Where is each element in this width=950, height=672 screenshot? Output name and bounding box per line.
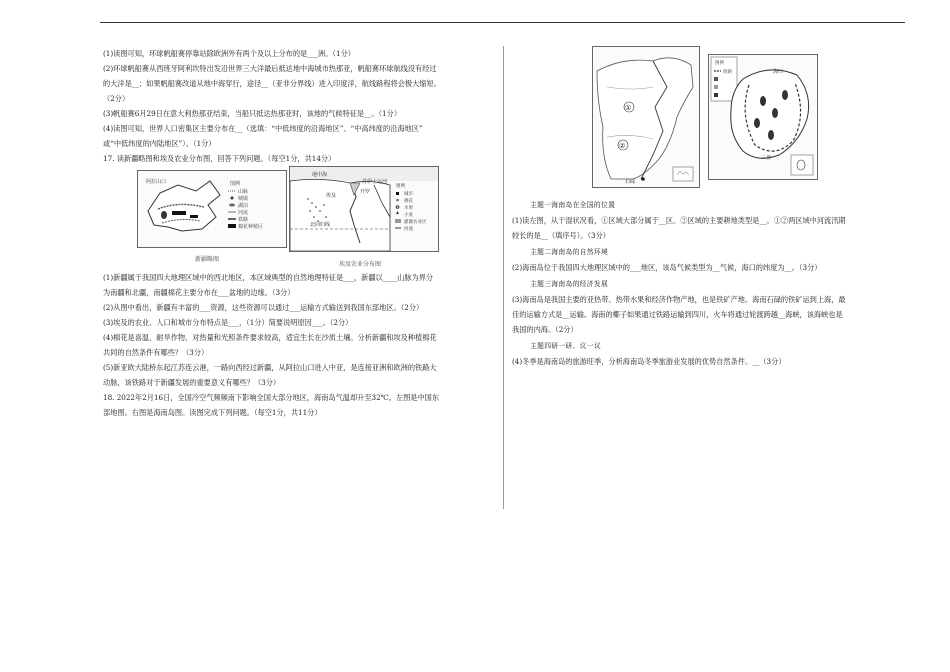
theme-3-heading: 主题三海南岛的经济发展 — [530, 280, 609, 288]
left-column — [103, 46, 495, 420]
xj-legend-town: 城镇 — [238, 196, 249, 202]
q18-1-line-2: 较长的是__（填序号）。（3分） — [512, 231, 610, 240]
q17-figures — [103, 166, 495, 270]
xinjiang-map-caption: 新疆略图 — [195, 256, 220, 263]
xj-legend-railway: 铁路 — [238, 217, 249, 223]
q17-line-7: (5)新亚欧大陆桥东起江苏连云港，一路向西经过新疆，从阿拉山口进入中亚，是连接亚洲和欧洲的铁路大 — [103, 363, 437, 372]
cn-label-shilu: 石碌 — [625, 179, 636, 185]
xj-legend-title: 图例 — [230, 181, 241, 187]
hn-legend-title: 图例 — [715, 61, 724, 66]
q16-line-5: (3)帆船赛6月29日在意大利热那亚结束，当船只抵达热那亚时，该地的气候特征是__。（1分） — [103, 109, 402, 118]
theme-2-heading: 主题二海南岛的自然环境 — [530, 248, 609, 256]
q17-line-2: 为南疆和北疆，南疆棉花主要分布在___盆地的边缘。（3分） — [103, 288, 295, 297]
q18-3-line-2: 佳的运输方式是__运输。海南的椰子如果通过铁路运输到四川，火车将通过轮渡跨越__海峡，该海峡也是 — [512, 310, 843, 319]
eg-legend-fruit: 水果 — [404, 206, 413, 211]
q17-line-5: (4)棉花是喜温、耐旱作物，对热量和光照条件要求较高，适宜生长在沙质土壤。分析新疆和埃及种植棉花 — [103, 333, 437, 342]
xinjiang-map — [137, 170, 287, 248]
q18-1-line-1: (1)读左图，从干湿状况看，①区域大部分属于__区。②区域的主要耕地类型是__。①②两区域中河流汛期 — [512, 216, 846, 225]
eg-label-tropic: 北回归线 — [310, 222, 331, 228]
egypt-map-caption: 埃及农业分布图 — [339, 261, 382, 268]
eg-legend-irrigation: 灌溉农业区 — [404, 220, 427, 225]
hn-label-haikou: 海口 — [773, 69, 784, 75]
q16-line-3: 的大洋是__；如果帆船赛改道从地中海穿行，途径__（亚非分界线）进入印度洋，航线路程将会极大缩短。 — [103, 79, 441, 88]
eg-legend-wheat: 小麦 — [404, 213, 413, 218]
q16-line-7: 或“中低纬度的内陆地区”）。（1分） — [103, 139, 216, 148]
hainan-map — [708, 54, 818, 180]
xj-legend-cotton: 棉花种植区 — [238, 224, 264, 230]
east-china-map — [592, 46, 700, 188]
q16-line-2: (2)环球帆船赛从西班牙阿利坎特出发沿世界三大洋最后抵达地中海城市热那亚，帆船赛环球航线没有经过 — [103, 64, 437, 73]
xj-legend-lake: 湖泊 — [238, 203, 249, 209]
eg-legend-city: 城市 — [404, 192, 413, 197]
eg-label-suez: 苏伊士运河 — [362, 179, 388, 185]
eg-legend-river: 河流 — [404, 227, 413, 232]
eg-legend-cotton: 棉花 — [404, 199, 413, 204]
q16-line-6: (4)读图可知，世界人口密集区主要分布在__（选填：“中低纬度的沿海地区”、“中高纬度的沿海地区” — [103, 124, 423, 133]
right-column — [512, 46, 907, 369]
theme-4-heading: 主题四研一研、议一议 — [530, 342, 601, 350]
q18-line-2: 部地图。右图是海南岛图。读图完成下列问题。（每空1分，共11分） — [103, 408, 322, 417]
theme-1-heading: 主题一海南岛在全国的位置 — [530, 201, 616, 209]
cn-label-region-2: ② — [619, 142, 626, 150]
q16-line-1: (1)读图可知，环球帆船赛停靠站除欧洲外有两个及以上分布的是___洲。（1分） — [103, 49, 355, 58]
q17-line-4: (3)埃及的农业、人口和城市分布特点是___，（1分）简要说明原因___。（2分） — [103, 318, 353, 327]
egypt-map — [289, 166, 439, 252]
cn-label-region-1: ① — [625, 104, 632, 112]
q17-line-8: 动脉，该铁路对于新疆发展的重要意义有哪些？（3分） — [103, 378, 281, 387]
header-rule — [100, 22, 905, 23]
q18-2-line-1: (2)海南岛位于我国四大地理区域中的___地区，该岛气候类型为__气候，海口的纬度为__。（3分） — [512, 263, 822, 272]
q17-intro: 17. 读新疆略图和埃及农业分布图，回答下列问题。（每空1分，共14分） — [103, 154, 336, 163]
eg-label-egypt: 埃及 — [326, 193, 337, 199]
column-divider — [503, 46, 504, 509]
q18-line-1: 18. 2022年2月16日，全国冷空气频频南下影响全国大部分地区，海南岛气温却升至32℃。左图是中国东 — [103, 393, 440, 402]
eg-legend-title: 图例 — [396, 184, 405, 189]
q18-3-line-3: 我国的内海。（2分） — [512, 325, 578, 334]
hn-label-sanya: 三亚 — [761, 155, 772, 161]
q18-3-line-1: (3)海南岛是我国主要的亚热带、热带水果和经济作物产地，也是铁矿产地。海南石碌的铁矿运到上海，最 — [512, 295, 846, 304]
q17-line-1: (1)新疆属于我国四大地理区域中的西北地区，本区域典型的自然地理特征是___，新疆以____山脉为界分 — [103, 273, 434, 282]
q16-line-4: （2分） — [103, 94, 130, 103]
q17-line-6: 共同的自然条件有哪些？（3分） — [103, 348, 209, 357]
xj-legend-river: 河流 — [238, 210, 249, 216]
eg-label-cairo: 开罗 — [360, 189, 371, 195]
eg-label-mediterranean: 地中海 — [312, 172, 328, 178]
svg-text:阿拉山口: 阿拉山口 — [146, 179, 167, 185]
q18-4-line-1: (4)冬季是海南岛的旅游旺季，分析海南岛冬季旅游业发展的优势自然条件。__（3分） — [512, 357, 786, 366]
q17-line-3: (2)从图中看出，新疆有丰富的___资源，这些资源可以通过___运输方式输送到我国东部地区。（2分） — [103, 303, 424, 312]
hn-legend-railway: 铁路 — [723, 70, 732, 75]
xj-legend-mountain: 山脉 — [238, 189, 249, 195]
q18-figures — [512, 46, 907, 196]
